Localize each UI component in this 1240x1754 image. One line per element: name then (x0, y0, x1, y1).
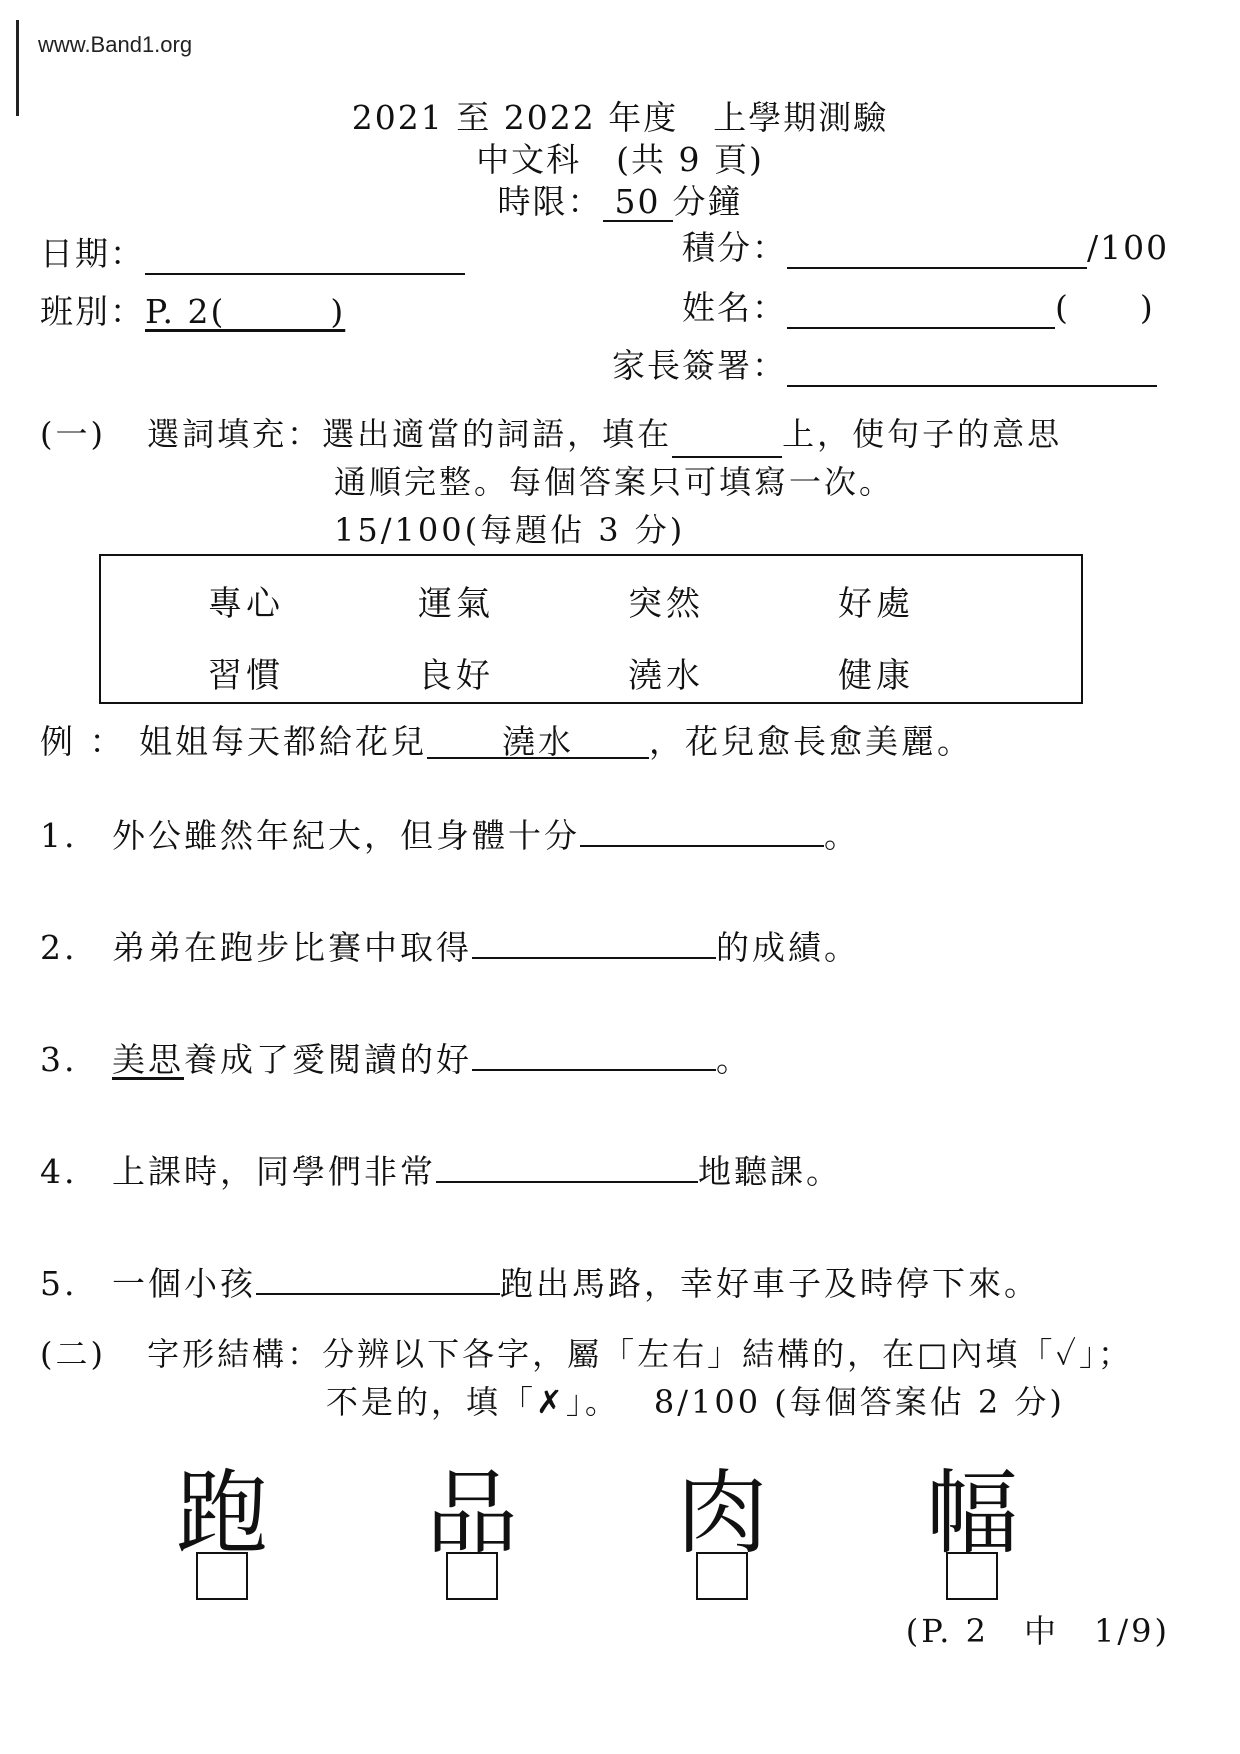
class-field (40, 286, 345, 333)
word-bank-item: 澆水 (628, 656, 704, 696)
name-label: 姓名： (682, 288, 787, 327)
question-1 (40, 810, 860, 857)
parent-sign-label: 家長簽署： (612, 346, 787, 385)
parent-sign-line[interactable] (787, 355, 1157, 387)
example-sentence (40, 716, 973, 763)
score-field (682, 222, 1169, 269)
example-prefix: 例 ： 姐姐每天都給花兒 (40, 722, 427, 761)
question-number: 1. (40, 816, 78, 855)
name-line[interactable] (787, 297, 1055, 329)
example-suffix: ，花兒愈長愈美麗。 (648, 722, 973, 761)
word-bank-item: 健康 (838, 656, 914, 696)
structure-char: 品 (425, 1460, 518, 1567)
answer-blank-5[interactable] (256, 1263, 500, 1295)
word-bank-item: 良好 (418, 656, 494, 696)
section1-title-b: 上，使句子的意思 (782, 415, 1063, 453)
section1-label: (一) (40, 415, 106, 453)
section1-title-a: 選詞填充：選出適當的詞語，填在 (147, 415, 673, 453)
time-limit-value: 50 (603, 185, 673, 222)
answer-checkbox[interactable] (696, 1552, 748, 1600)
question-4 (40, 1146, 842, 1193)
section2-label: (二) (40, 1335, 106, 1373)
watermark: www.Band1.org (38, 32, 193, 57)
section2-instruction (326, 1378, 1065, 1426)
time-limit-label: 時限： (497, 182, 603, 221)
class-label: 班別： (40, 292, 145, 331)
structure-char: 肉 (675, 1460, 768, 1567)
answer-blank-4[interactable] (436, 1151, 698, 1183)
word-bank-item: 突然 (628, 584, 704, 624)
question-text-end: 的成績。 (716, 928, 860, 967)
answer-blank-3[interactable] (472, 1039, 716, 1071)
structure-char: 跑 (175, 1460, 268, 1567)
section2-heading (40, 1330, 1133, 1378)
question-text-end: 。 (716, 1040, 752, 1079)
question-text-end: 跑出馬路，幸好車子及時停下來。 (500, 1264, 1040, 1303)
word-bank-item: 好處 (838, 584, 914, 624)
word-bank-item: 習慣 (208, 656, 284, 696)
question-text-end: 。 (824, 816, 860, 855)
question-text: 弟弟在跑步比賽中取得 (112, 928, 472, 967)
question-text: 上課時，同學們非常 (112, 1152, 436, 1191)
subject-line: 中文科 (共 9 頁) (476, 140, 764, 179)
answer-checkbox[interactable] (196, 1552, 248, 1600)
score-line[interactable] (787, 237, 1087, 269)
page-footer: (P. 2 中 1/9) (905, 1612, 1170, 1650)
word-bank (99, 554, 1083, 704)
section1-heading (40, 410, 1062, 458)
section2-instruction-a: 不是的，填「✗」。 (326, 1383, 620, 1421)
class-value[interactable]: P. 2( ) (145, 292, 346, 331)
answer-blank-1[interactable] (580, 815, 824, 847)
date-line[interactable] (145, 243, 465, 275)
question-number: 5. (40, 1264, 78, 1303)
answer-checkbox[interactable] (946, 1552, 998, 1600)
question-text: 一個小孩 (112, 1264, 256, 1303)
question-text-end: 地聽課。 (698, 1152, 842, 1191)
structure-char: 幅 (925, 1460, 1018, 1567)
section1-sample-blank (672, 424, 782, 458)
word-bank-item: 運氣 (418, 584, 494, 624)
question-2 (40, 922, 860, 969)
parent-sign-field (612, 340, 1157, 387)
score-label: 積分： (682, 228, 787, 267)
section1-marks: 15/100(每題佔 3 分) (334, 511, 686, 549)
section2-title: 字形結構：分辨以下各字，屬「左右」結構的，在□內填「✓」； (147, 1335, 1134, 1373)
section2-marks: 8/100 (每個答案佔 2 分) (653, 1383, 1065, 1421)
date-label: 日期： (40, 234, 145, 273)
answer-blank-2[interactable] (472, 927, 716, 959)
exam-title: 2021 至 2022 年度 上學期測驗 (351, 98, 889, 137)
name-class-number: ( ) (1055, 288, 1155, 327)
proper-name: 美思 (112, 1040, 184, 1079)
section1-instruction: 通順完整。每個答案只可填寫一次。 (334, 463, 895, 501)
question-5 (40, 1258, 1040, 1305)
answer-checkbox[interactable] (446, 1552, 498, 1600)
question-text: 養成了愛閱讀的好 (184, 1040, 472, 1079)
word-bank-item: 專心 (208, 584, 284, 624)
question-number: 4. (40, 1152, 78, 1191)
date-field (40, 228, 465, 275)
question-number: 2. (40, 928, 78, 967)
time-limit-unit: 分鐘 (672, 182, 743, 221)
question-text: 外公雖然年紀大，但身體十分 (112, 816, 580, 855)
score-total: /100 (1087, 228, 1170, 267)
question-number: 3. (40, 1040, 78, 1079)
time-limit (0, 176, 1240, 223)
example-answer: 澆水 (427, 727, 649, 759)
name-field (682, 282, 1155, 329)
question-3 (40, 1034, 752, 1081)
